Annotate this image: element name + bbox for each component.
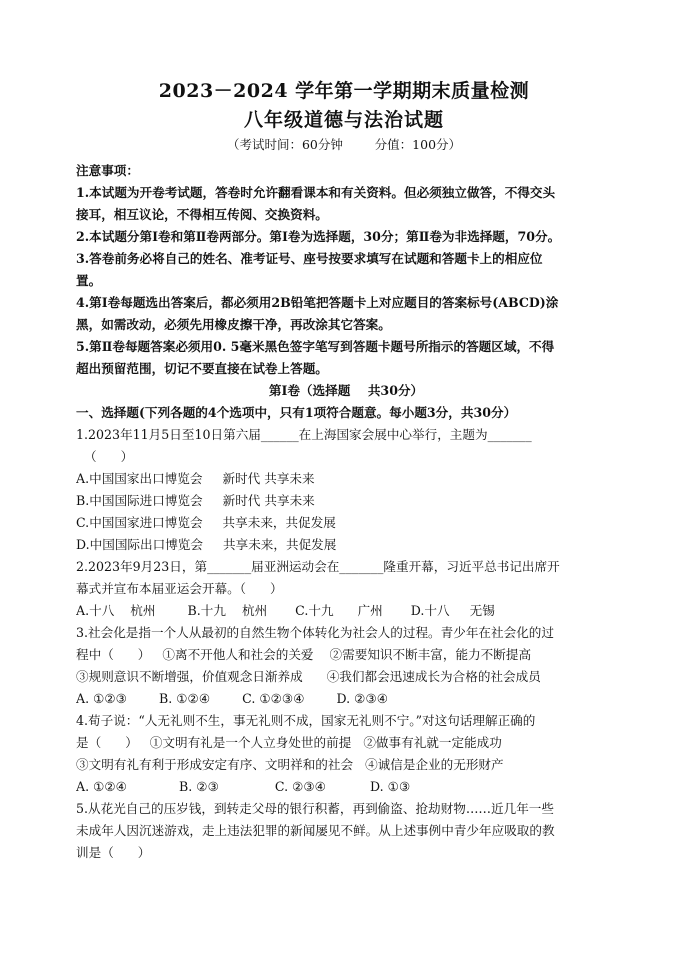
note-line: 超出预留范围，切记不要直接在试卷上答题。: [76, 361, 328, 376]
note-line: 置。: [76, 273, 102, 288]
note-line: 5.第Ⅱ卷每题答案必须用0. 5毫米黑色签字笔写到答题卡题号所指示的答题区域，不得: [76, 339, 555, 354]
option-line: B.中国国际进口博览会 新时代 共享未来: [76, 493, 315, 508]
question-line: 幕式并宣布本届亚运会开幕。（ ）: [76, 581, 283, 596]
question-line: 程中（ ） ①离不开他人和社会的关爱 ②需要知识不断丰富，能力不断提高: [76, 647, 532, 662]
note-line: 2.本试题分第Ⅰ卷和第Ⅱ卷两部分。第Ⅰ卷为选择题，30分；第Ⅱ卷为非选择题，70分。: [76, 229, 561, 244]
note-line: 1.本试题为开卷考试题，答卷时允许翻看课本和有关资料。但必须独立做答，不得交头: [76, 185, 556, 200]
note-line: 3.答卷前务必将自己的姓名、准考证号、座号按要求填写在试题和答题卡上的相应位: [76, 251, 543, 266]
option-line: D.中国国际出口博览会 共享未来，共促发展: [76, 537, 337, 552]
question-line: ③文明有礼有利于形成安定有序、文明祥和的社会 ④诚信是企业的无形财产: [76, 757, 504, 772]
question-line: 训是（ ）: [76, 845, 151, 860]
option-line: C.中国国家进口博览会 共享未来，共促发展: [76, 515, 336, 530]
note-line: 黑，如需改动，必须先用橡皮擦干净，再改涂其它答案。: [76, 317, 391, 332]
question-5: [76, 798, 616, 864]
question-line: 5.从花光自己的压岁钱，到转走父母的银行积蓄，再到偷盗、抢劫财物……近几年一些: [76, 801, 554, 816]
question-line: ③规则意识不断增强，价值观念日渐养成 ④我们都会迅速成长为合格的社会成员: [76, 669, 541, 684]
question-line: 1.2023年11月5日至10日第六届______在上海国家会展中心举行，主题为_______: [76, 427, 532, 442]
option-line: A. ①②④ B. ②③ C. ②③④ D. ①③: [76, 779, 411, 794]
question-1: [76, 424, 616, 556]
question-line: 4.荀子说：“人无礼则不生，事无礼则不成，国家无礼则不宁。”对这句话理解正确的: [76, 713, 536, 728]
question-3: [76, 622, 616, 710]
question-line: 3.社会化是指一个人从最初的自然生物个体转化为社会人的过程。青少年在社会化的过: [76, 625, 554, 640]
notes-heading: 注意事项：: [76, 163, 139, 178]
note-line: 接耳，相互议论，不得相互传阅、交换资料。: [76, 207, 328, 222]
section-heading: 第Ⅰ卷（选择题 共30分）: [268, 383, 424, 398]
question-2: [76, 556, 616, 622]
option-line: A.中国国家出口博览会 新时代 共享未来: [76, 471, 315, 486]
question-4: [76, 710, 616, 798]
note-line: 4.第Ⅰ卷每题选出答案后，都必须用2B铅笔把答题卡上对应题目的答案标号(ABCD)涂: [76, 295, 559, 310]
exam-title-line2: 八年级道德与法治试题: [243, 109, 444, 131]
question-line: 未成年人因沉迷游戏，走上违法犯罪的新闻屡见不鲜。从上述事例中青少年应吸取的教: [76, 823, 555, 838]
exam-title-line1: 2023－2024 学年第一学期期末质量检测: [158, 80, 530, 102]
option-line: A.十八 杭州 B.十九 杭州 C.十九 广州 D.十八 无锡: [76, 603, 495, 618]
question-line: 2.2023年9月23日，第_______届亚洲运动会在_______隆重开幕，习近平总书记出席开: [76, 559, 560, 574]
question-line: 是（ ） ①文明有礼是一个人立身处世的前提 ②做事有礼就一定能成功: [76, 735, 502, 750]
notes-list: [76, 182, 616, 380]
question-line: （ ）: [76, 449, 134, 464]
section-instruction: 一、选择题(下列各题的4个选项中，只有1项符合题意。每小题3分，共30分）: [76, 405, 517, 420]
exam-body: [76, 160, 616, 864]
option-line: A. ①②③ B. ①②④ C. ①②③④ D. ②③④: [76, 691, 389, 706]
exam-subtitle: （考试时间：60分钟 分值：100分）: [226, 137, 462, 152]
